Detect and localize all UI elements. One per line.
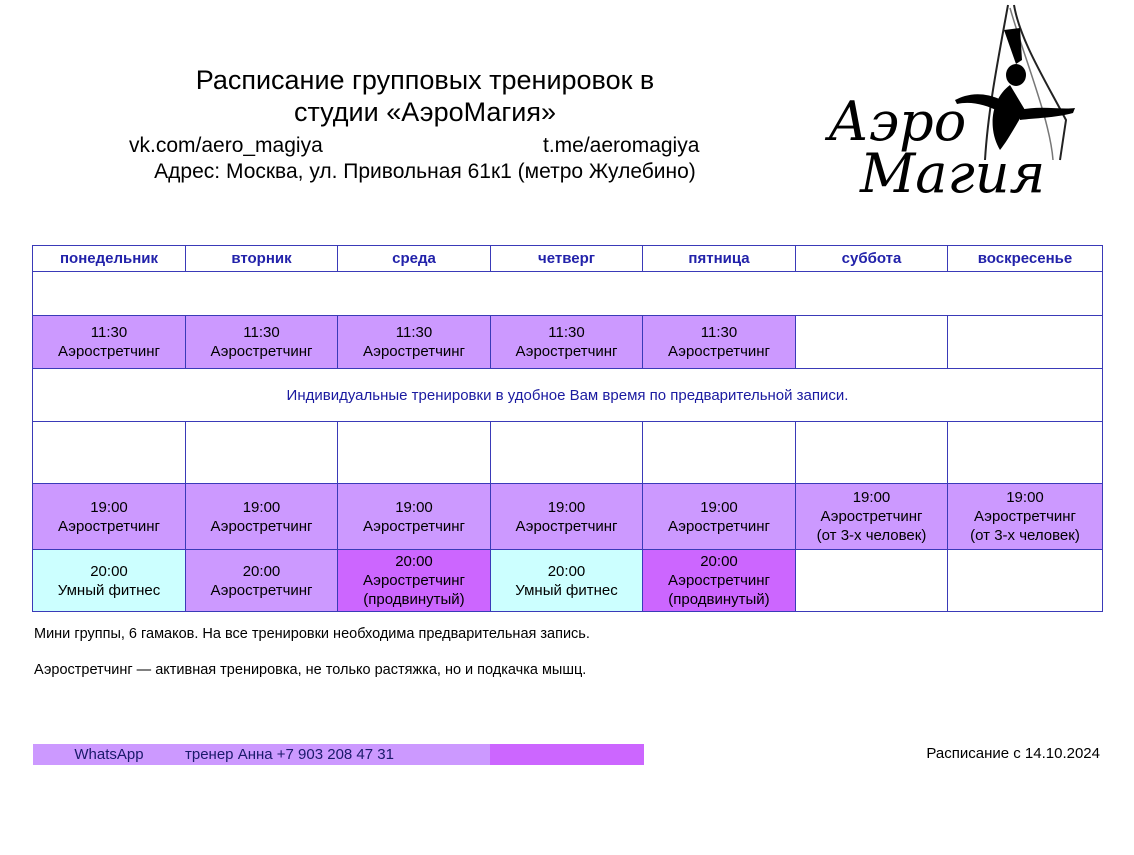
empty-cell (796, 316, 948, 369)
empty-cell (796, 550, 948, 612)
slot-row-1900 (33, 484, 1103, 550)
links (100, 128, 750, 158)
svg-text:Магия: Магия (860, 142, 1046, 205)
empty-row (33, 422, 1103, 484)
class-cell[interactable]: 11:30 Аэростретчинг (643, 316, 796, 369)
class-cell[interactable]: 19:00 Аэростретчинг (от 3-х человек) (948, 484, 1103, 550)
class-cell[interactable]: 11:30 Аэростретчинг (338, 316, 491, 369)
empty-cell (796, 422, 948, 484)
aerial-dancer-logo-icon (820, 0, 1090, 215)
empty-cell (948, 316, 1103, 369)
empty-cell (33, 272, 1103, 316)
day-header: вторник (186, 246, 338, 272)
page-title (100, 64, 750, 128)
class-cell[interactable]: 19:00 Аэростретчинг (643, 484, 796, 550)
vk-link[interactable]: vk.com/aero_magiya (129, 134, 323, 157)
class-cell[interactable]: 20:00 Аэростретчинг (продвинутый) (338, 550, 491, 612)
contact-bar (33, 744, 644, 765)
empty-row (33, 272, 1103, 316)
class-cell[interactable]: 20:00 Умный фитнес (33, 550, 186, 612)
individual-note: Индивидуальные тренировки в удобное Вам время по предварительной записи. (33, 369, 1103, 422)
class-cell[interactable]: 11:30 Аэростретчинг (186, 316, 338, 369)
slot-row-1130 (33, 316, 1103, 369)
class-cell[interactable]: 19:00 Аэростретчинг (от 3-х человек) (796, 484, 948, 550)
note-aerostretching: Аэростретчинг — активная тренировка, не только растяжка, но и подкачка мышц. (34, 662, 587, 678)
class-cell[interactable]: 19:00 Аэростретчинг (491, 484, 643, 550)
empty-cell (338, 422, 491, 484)
class-cell[interactable]: 11:30 Аэростретчинг (491, 316, 643, 369)
svg-text:Аэро: Аэро (828, 90, 967, 153)
class-cell[interactable]: 19:00 Аэростретчинг (338, 484, 491, 550)
empty-cell (948, 550, 1103, 612)
logo (820, 0, 1090, 215)
address: Адрес: Москва, ул. Привольная 61к1 (метро Жулебино) (154, 160, 696, 183)
trainer-phone[interactable]: тренер Анна +7 903 208 47 31 (185, 744, 490, 765)
empty-cell (491, 422, 643, 484)
empty-cell (948, 422, 1103, 484)
schedule-since: Расписание с 14.10.2024 (926, 745, 1100, 762)
day-header: среда (338, 246, 491, 272)
note-groups: Мини группы, 6 гамаков. На все тренировки необходима предварительная запись. (34, 626, 590, 642)
empty-cell (186, 422, 338, 484)
class-cell[interactable]: 11:30 Аэростретчинг (33, 316, 186, 369)
title-line-2: студии «АэроМагия» (294, 97, 556, 127)
day-header: воскресенье (948, 246, 1103, 272)
class-cell[interactable]: 20:00 Аэростретчинг (186, 550, 338, 612)
days-header-row (33, 246, 1103, 272)
empty-cell (33, 422, 186, 484)
class-cell[interactable]: 19:00 Аэростретчинг (33, 484, 186, 550)
class-cell[interactable]: 20:00 Аэростретчинг (продвинутый) (643, 550, 796, 612)
telegram-link[interactable]: t.me/aeromagiya (543, 134, 700, 157)
class-cell[interactable]: 19:00 Аэростретчинг (186, 484, 338, 550)
day-header: понедельник (33, 246, 186, 272)
individual-row (33, 369, 1103, 422)
whatsapp-label[interactable]: WhatsApp (33, 744, 185, 765)
class-cell[interactable]: 20:00 Умный фитнес (491, 550, 643, 612)
header (100, 64, 750, 184)
schedule-table (32, 245, 1103, 612)
slot-row-2000 (33, 550, 1103, 612)
day-header: суббота (796, 246, 948, 272)
day-header: пятница (643, 246, 796, 272)
day-header: четверг (491, 246, 643, 272)
empty-cell (643, 422, 796, 484)
title-line-1: Расписание групповых тренировок в (195, 65, 655, 95)
decorative-bar (490, 744, 644, 765)
